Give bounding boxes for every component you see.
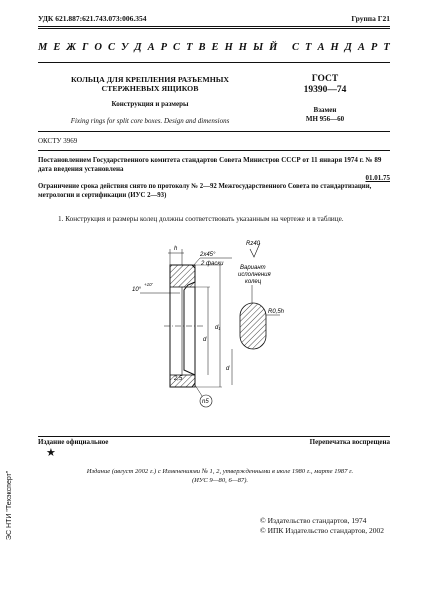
dim-chamfer: 2х45° <box>200 252 216 258</box>
divider <box>38 436 390 437</box>
radius-label: R0,5h <box>268 309 285 315</box>
banner-letter: А <box>317 42 325 53</box>
banner-letter: Н <box>330 42 339 53</box>
decree-text: Постановлением Государственного комитета стандартов Совета Министров СССР от 11 января 1974 г. № 89 дата введения установлена <box>38 156 382 173</box>
dim-d1: d₁ <box>215 325 221 331</box>
roughness-rz: Rz40 <box>246 241 261 247</box>
replaces-standard <box>290 106 360 124</box>
variant-label-3: колец <box>245 279 262 285</box>
edition-line-1: Издание (август 2002 г.) с Изменениями № 1, 2, утвержденными в июле 1980 г., марте 1987 г. <box>86 468 354 475</box>
interstate-standard-banner <box>38 42 390 53</box>
copyright-2002: © ИПК Издательство стандартов, 2002 <box>260 526 385 535</box>
star-icon: ★ <box>46 447 56 459</box>
banner-letter: М <box>38 42 48 53</box>
banner-letter: Р <box>370 42 378 53</box>
banner-letter: Р <box>160 42 168 53</box>
official-edition: Издание официальное <box>38 438 109 446</box>
banner-letter <box>283 42 286 53</box>
title-line-2: СТЕРЖНЕВЫХ ЯЩИКОВ <box>101 84 199 93</box>
dim-d: d <box>203 337 207 343</box>
limitation-text: Ограничение срока действия снято по протоколу № 2—92 Межгосударственного Совета по стандартизации, метрологии и сертификации (ИУС 2—93) <box>38 183 372 199</box>
okstu-code: ОКСТУ 3969 <box>38 137 78 145</box>
edition-line-2: (ИУС 9—80, 6—87). <box>191 476 249 484</box>
paragraph-1: 1. Конструкция и размеры колец должны соответствовать указанным на чертеже и в таблице. <box>58 215 344 223</box>
banner-letter: А <box>147 42 155 53</box>
banner-letter: С <box>173 42 181 53</box>
divider <box>38 150 390 151</box>
banner-letter: Е <box>53 42 61 53</box>
roughness-value: 2,5 <box>174 376 183 382</box>
banner-letter: С <box>291 42 299 53</box>
variant-section <box>240 303 266 349</box>
banner-letter: Д <box>134 42 142 53</box>
instead-number: МН 956—60 <box>305 115 345 123</box>
copyright-1974: © Издательство стандартов, 1974 <box>260 516 367 525</box>
banner-letter: Ы <box>252 42 264 53</box>
dim-angle-tol: +10' <box>144 282 153 287</box>
variant-label-2: исполнения <box>238 272 271 278</box>
udk-code: УДК 621.887:621.743.073:006.354 <box>38 14 147 23</box>
title-line-1: КОЛЬЦА ДЛЯ КРЕПЛЕНИЯ РАЗЪЕМНЫХ <box>70 75 230 84</box>
banner-letter: О <box>94 42 102 53</box>
gost-designation <box>290 74 360 96</box>
banner-letter: Д <box>344 42 352 53</box>
instead-label: Взамен <box>313 106 337 114</box>
divider <box>38 131 390 132</box>
introduction-date: 01.01.75 <box>365 174 390 182</box>
group-code: Группа Г21 <box>351 14 390 23</box>
banner-letter: У <box>121 42 129 53</box>
banner-letter: Т <box>305 42 312 53</box>
gost-label: ГОСТ <box>311 74 339 84</box>
reprint-prohibited: Перепечатка воспрещена <box>309 438 390 446</box>
banner-letter: Е <box>211 42 219 53</box>
gost-number: 19390—74 <box>303 85 347 95</box>
ring-drawing <box>100 235 340 435</box>
dim-h: h <box>174 246 178 252</box>
banner-letter: Т <box>383 42 390 53</box>
divider <box>38 28 390 29</box>
english-title: Fixing rings for split core boxes. Design and dimensions <box>70 117 230 125</box>
banner-letter: Н <box>238 42 247 53</box>
label-n5: n5 <box>202 399 209 405</box>
banner-letter: В <box>198 42 206 53</box>
variant-d: d <box>226 366 230 372</box>
banner-letter: Г <box>82 42 89 53</box>
dim-angle: 10° <box>132 287 142 293</box>
document-title <box>60 75 240 93</box>
banner-letter: Т <box>186 42 193 53</box>
banner-letter: С <box>108 42 116 53</box>
divider <box>38 26 390 27</box>
divider <box>38 62 390 63</box>
banner-letter: Й <box>269 42 278 53</box>
ring-section <box>164 265 204 387</box>
variant-label: Вариант <box>240 265 266 271</box>
dim-chamfer-count: 2 фаски <box>201 261 224 267</box>
banner-letter: Ж <box>66 42 77 53</box>
side-watermark: ЭС НТИ "Техэксперт" <box>6 470 13 540</box>
banner-letter: А <box>357 42 365 53</box>
document-subtitle: Конструкция и размеры <box>111 100 189 108</box>
edition-note <box>60 468 380 485</box>
banner-letter: Н <box>224 42 233 53</box>
